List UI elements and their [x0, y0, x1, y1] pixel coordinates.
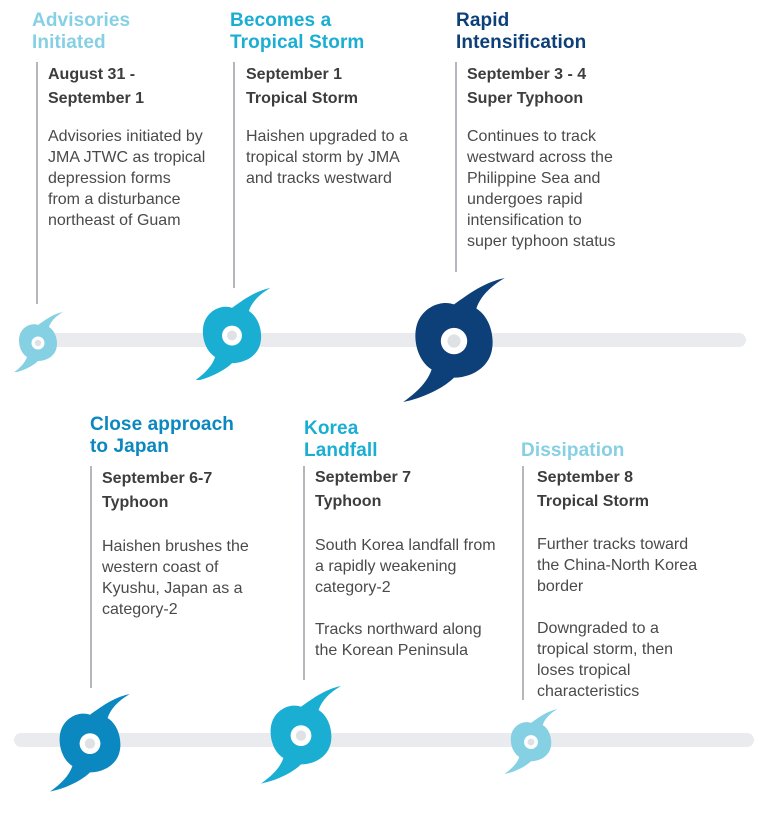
cyclone-icon — [499, 706, 563, 776]
stage-date: August 31 - September 1 — [48, 66, 145, 107]
phase-title: Dissipation — [521, 440, 625, 461]
stage-description: Continues to track westward across the Philippine Sea and undergoes rapid intensification to super typhoon status — [467, 128, 616, 250]
cyclone-icon — [253, 672, 349, 796]
phase-title: Becomes a Tropical Storm — [230, 10, 365, 53]
stage-date: September 6-7 Typhoon — [102, 470, 213, 511]
stage-date: September 1 Tropical Storm — [246, 66, 359, 107]
phase-title: Korea Landfall — [304, 418, 378, 461]
cyclone-eye — [35, 340, 42, 347]
cyclone-icon — [42, 682, 138, 802]
connector-line — [455, 62, 457, 272]
stage-date: September 3 - 4 Super Typhoon — [467, 66, 587, 107]
stage-description: Advisories initiated by JMA JTWC as tropical depression forms from a disturbance northeast of Guam — [48, 128, 206, 229]
cyclone-icon — [8, 312, 68, 372]
connector-line — [233, 62, 235, 288]
stage-description: South Korea landfall from a rapidly weakening category-2 Tracks northward along the Korean Peninsula — [315, 537, 496, 659]
connector-line — [303, 466, 305, 680]
stage-description: Haishen upgraded to a tropical storm by JMA and tracks westward — [246, 128, 408, 187]
phase-title: Advisories Initiated — [32, 10, 131, 53]
cyclone-eye — [447, 334, 460, 347]
cyclone-eye — [227, 331, 237, 341]
cyclone-eye — [296, 730, 306, 740]
cyclone-eye — [85, 738, 95, 748]
connector-line — [36, 62, 38, 304]
connector-line — [522, 466, 524, 700]
stage-description: Haishen brushes the western coast of Kyushu, Japan as a category-2 — [102, 538, 249, 618]
phase-title: Rapid Intensification — [456, 10, 587, 53]
phase-title: Close approach to Japan — [90, 414, 234, 457]
cyclone-icon — [186, 288, 278, 380]
connector-line — [90, 466, 92, 688]
cyclone-icon — [393, 268, 515, 410]
stage-description: Further tracks toward the China-North Korea border Downgraded to a tropical storm, then loses tropical characteristics — [537, 536, 698, 700]
stage-date: September 8 Tropical Storm — [537, 469, 650, 510]
cyclone-eye — [528, 739, 535, 746]
stage-date: September 7 Typhoon — [315, 469, 412, 510]
